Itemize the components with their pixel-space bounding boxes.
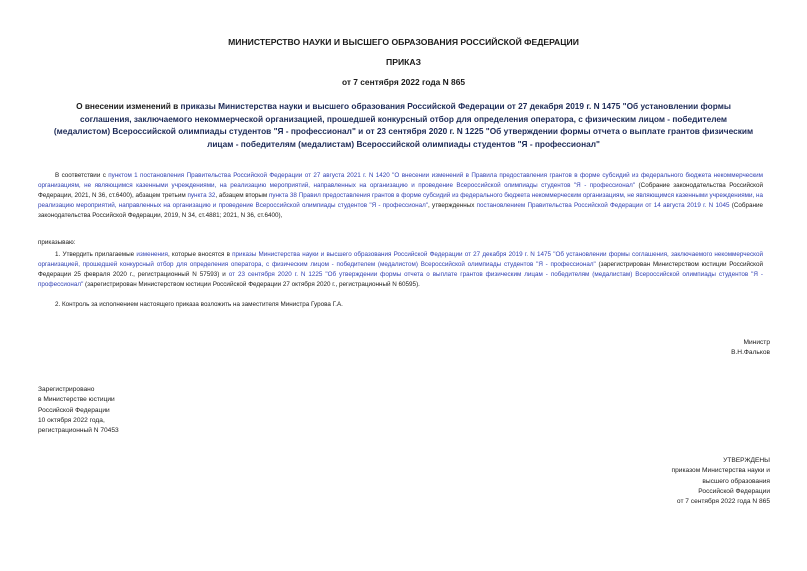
item-1-text-3: (зарегистрирован Министерством юстиции Российской Федерации 25 февраля 2020 г., регистрационный N 57593) и: [38, 261, 763, 279]
preamble-text-5: (Собрание законодательства Российской Федерации, 2019, N 34, ст.4881; 2021, N 36, ст.6400),: [38, 202, 763, 220]
preamble-text-2: (Собрание законодательства Российской Федерации, 2021, N 36, ст.6400), абзацем третьим: [38, 182, 763, 200]
link-government-decree-1045[interactable]: постановлением Правительства Российской Федерации от 14 августа 2019 г. N 1045: [476, 202, 730, 210]
doc-type-heading: ПРИКАЗ: [386, 57, 421, 67]
ministry-heading: МИНИСТЕРСТВО НАУКИ И ВЫСШЕГО ОБРАЗОВАНИЯ РОССИЙСКОЙ ФЕДЕРАЦИИ: [228, 37, 579, 47]
registration-line-4: 10 октября 2022 года,: [38, 416, 105, 424]
preamble-paragraph: [38, 171, 763, 221]
link-government-decree-1420[interactable]: пунктом 1 постановления Правительства Российской Федерации от 27 августа 2021 г. N 1420 "О внесении изменений в Правила предоставления грантов в форме субсидий из федерального бюджета некоммерческим организациям, не являющимся казенными учреждениями, на реализацию мероприятий, направленных на организацию и проведение Всероссийской олимпиады студентов "Я - профессионал": [38, 172, 763, 190]
item-1-text-4: (зарегистрирован Министерством юстиции Российской Федерации 27 октября 2020 г., регистрационный N 60595).: [83, 281, 420, 289]
link-order-1475[interactable]: приказы Министерства науки и высшего образования Российской Федерации от 27 декабря 2019 г. N 1475 "Об установлении формы соглашения, заключаемого некоммерческой организацией, прошедшей конкурсный отбор для определения оператора, с физическим лицом - победителем (медалистом) Всероссийской олимпиады студентов "Я - профессионал": [38, 251, 763, 269]
preamble-text-3: , абзацем вторым: [215, 192, 269, 200]
registration-line-2: в Министерстве юстиции: [38, 396, 115, 404]
approval-block: [630, 456, 770, 507]
link-item-38-rules[interactable]: пункта 38 Правил предоставления грантов в форме субсидий из федерального бюджета некоммерческим организациям, не являющимся казенными учреждениями, на реализацию мероприятий, направленных на организацию и проведение Всероссийской олимпиады студентов "Я - профессионал": [38, 192, 763, 210]
item-2-paragraph: 2. Контроль за исполнением настоящего приказа возложить на заместителя Министра Гурова Г.А.: [55, 301, 343, 308]
approval-line-2: приказом Министерства науки и: [671, 467, 770, 475]
registration-line-3: Российской Федерации: [38, 406, 110, 414]
doc-date-number: от 7 сентября 2022 года N 865: [341, 77, 466, 87]
item-1-paragraph: [38, 250, 763, 290]
signature-block: [630, 338, 770, 359]
document-title: [52, 100, 755, 150]
link-changes[interactable]: изменения: [136, 251, 168, 258]
preamble-text-1: В соответствии с: [55, 172, 109, 179]
preamble-text-4: , утвержденных: [428, 202, 477, 210]
signature-name: В.Н.Фальков: [731, 349, 770, 357]
item-1-text-1: 1. Утвердить прилагаемые: [55, 251, 137, 258]
approval-line-1: УТВЕРЖДЕНЫ: [723, 457, 770, 464]
order-word: приказываю:: [38, 239, 76, 246]
title-text: О внесении изменений в: [76, 101, 181, 111]
link-item-32[interactable]: пункта 32: [187, 192, 216, 200]
title-link-orders[interactable]: приказы Министерства науки и высшего образования Российской Федерации от 27 декабря 2019 г. N 1475 "Об установлении формы соглашения, заключаемого некоммерческой организацией, прошедшей конкурсный отбор для определения оператора, с физическим лицом - победителем (медалистом) Всероссийской олимпиады студентов "Я - профессионал" и от 23 сентября 2020 г. N 1225 "Об утверждении формы отчета о выплате грантов физическим лицам - победителям (медалистам) Всероссийской олимпиады студентов "Я - профессионал": [53, 101, 754, 149]
item-1-text-2: , которые вносятся в: [167, 251, 233, 258]
approval-line-5: от 7 сентября 2022 года N 865: [676, 498, 770, 506]
registration-line-5: регистрационный N 70453: [38, 427, 119, 435]
registration-block: [38, 385, 119, 436]
approval-line-4: Российской Федерации: [698, 487, 770, 495]
signature-position: Министр: [743, 339, 770, 346]
approval-line-3: высшего образования: [702, 477, 770, 485]
link-order-1225[interactable]: от 23 сентября 2020 г. N 1225 "Об утверждении формы отчета о выплате грантов физическим лицам - победителям (медалистам) Всероссийской олимпиады студентов "Я - профессионал": [38, 271, 764, 289]
registration-line-1: Зарегистрировано: [38, 386, 95, 393]
